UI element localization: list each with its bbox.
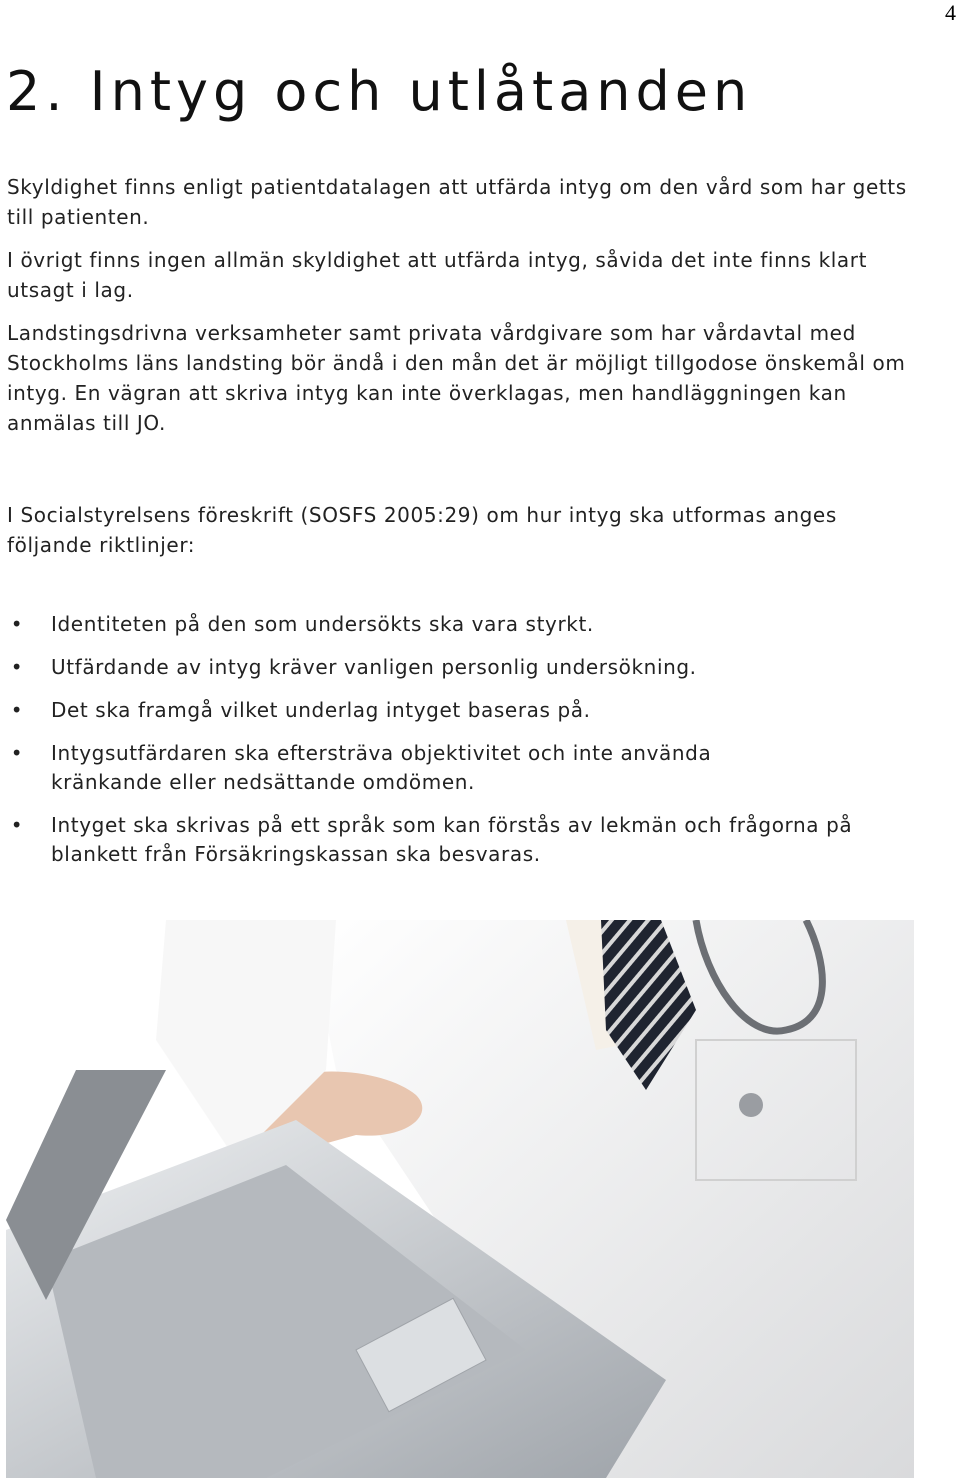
paragraph-county-providers: Landstingsdrivna verksamheter samt privata vårdgivare som har vårdavtal med Stockholms läns landsting bör ändå i den mån det är möjligt tillgodose önskemål om intyg. En vägran att skriva intyg kan inte överklagas, men handläggningen kan anmälas till JO.: [7, 321, 906, 435]
paragraph-obligation: Skyldighet finns enligt patientdatalagen att utfärda intyg om den vård som har getts till patienten.: [7, 175, 907, 229]
list-item: [0, 610, 930, 639]
paragraph-general: I övrigt finns ingen allmän skyldighet att utfärda intyg, såvida det inte finns klart utsagt i lag.: [7, 248, 868, 302]
paragraph-guidelines-intro: I Socialstyrelsens föreskrift (SOSFS 2005:29) om hur intyg ska utformas anges följande riktlinjer:: [7, 503, 837, 557]
list-item: [0, 653, 930, 682]
bullet-icon: •: [10, 698, 24, 722]
list-item-text: Identiteten på den som undersökts ska vara styrkt.: [51, 612, 594, 636]
bullet-icon: •: [10, 655, 24, 679]
doctor-laptop-photo: [6, 920, 914, 1478]
guidelines-list: [0, 610, 930, 883]
list-item-text: Det ska framgå vilket underlag intyget baseras på.: [51, 698, 591, 722]
page-number: 4: [945, 0, 956, 25]
list-item-text: Utfärdande av intyg kräver vanligen personlig undersökning.: [51, 655, 697, 679]
bullet-icon: •: [10, 741, 24, 765]
list-item: [0, 696, 930, 725]
list-item-text: Intyget ska skrivas på ett språk som kan förstås av lekmän och frågorna på blankett från Försäkringskassan ska besvaras.: [51, 813, 853, 866]
list-item: [0, 739, 930, 797]
bullet-icon: •: [10, 612, 24, 636]
page-title: 2. Intyg och utlåtanden: [6, 60, 753, 123]
list-item-text: Intygsutfärdaren ska eftersträva objektivitet och inte använda kränkande eller nedsättande omdömen.: [51, 741, 712, 794]
doctor-laptop-illustration: [6, 920, 914, 1478]
list-item: [0, 811, 930, 869]
bullet-icon: •: [10, 813, 24, 837]
